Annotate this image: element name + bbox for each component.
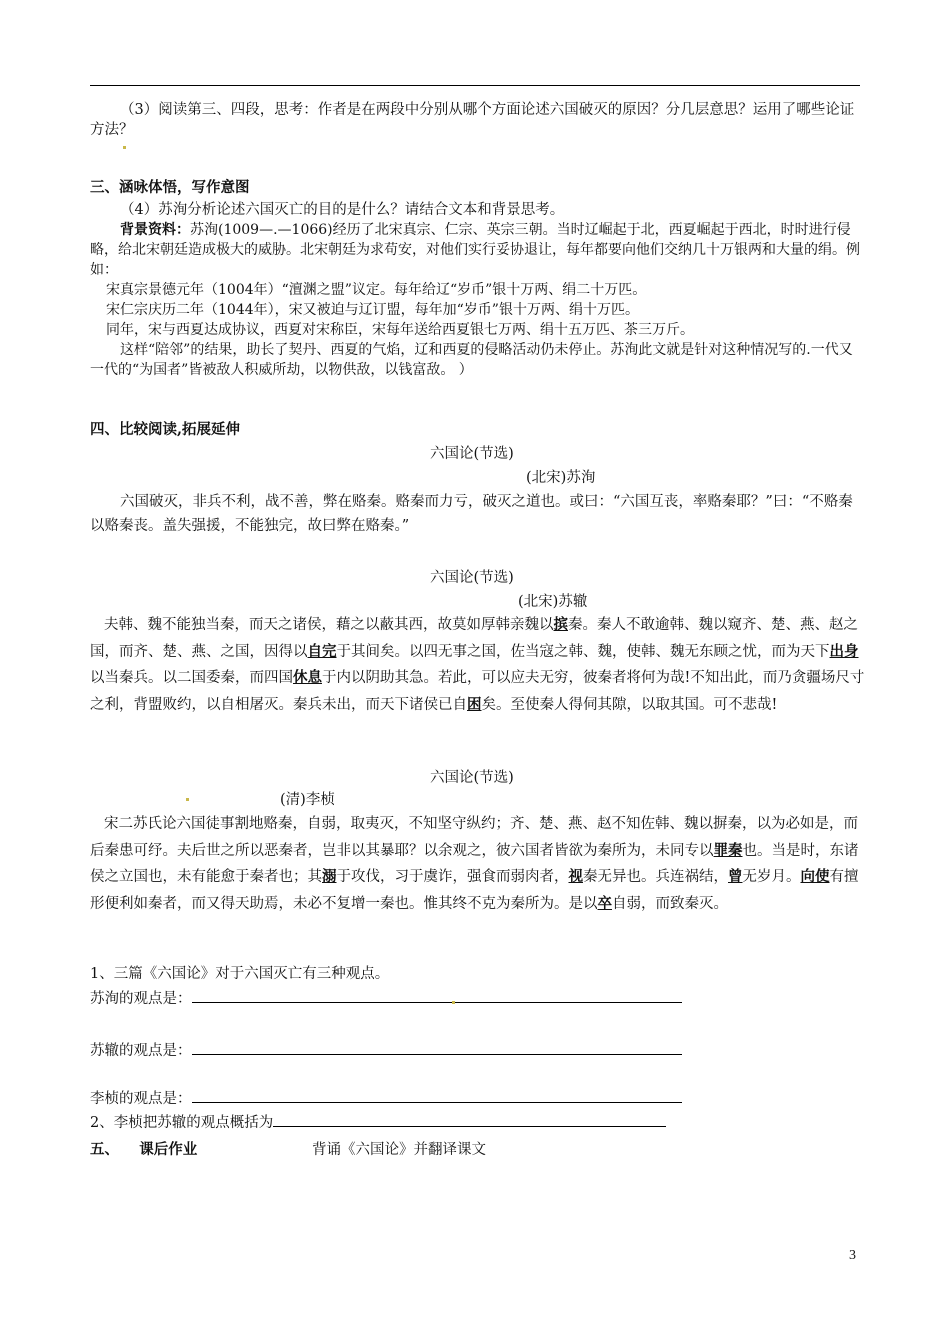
background-line-4: 这样“陪邻”的结果，助长了契丹、西夏的气焰，辽和西夏的侵略活动仍未停止。苏洵此文就是针对这种情况写的.一代又一代的“为国者”皆被敌人积威所劫，以物供敌，以钱富敌。 ） xyxy=(90,342,853,378)
text2-underline-word: 摈 xyxy=(553,616,568,633)
answer-blank-lizhen[interactable] xyxy=(192,1088,682,1103)
answer-line-lizhen xyxy=(90,1088,865,1109)
question-2 xyxy=(90,1112,865,1133)
text3-seg: 宋二苏氏论六国徒事割地赂秦，自弱，取夷灭，不知坚守纵约；齐、楚、燕、赵不知佐韩、魏以摒秦，以为必如是，而后秦患可纾。夫后世之所以恶秦者，岂非以其暴耶？以余观之，彼六国者皆欲为秦所为，未同专以 xyxy=(90,816,858,859)
text3-author: (清)李桢 xyxy=(280,792,335,808)
answer-line-suxun xyxy=(90,988,865,1009)
text3-seg: 也。当是时，东诸侯之立国也，未有能愈于秦者也；其 xyxy=(90,842,859,885)
background-intro xyxy=(90,220,865,280)
text3-underline-word: 卒 xyxy=(597,894,612,912)
text3-seg: 于攻伐，习于虞诈，强食而弱肉者， xyxy=(336,869,569,885)
label-lizhen: 李桢的观点是： xyxy=(90,1091,192,1107)
text2-seg: 以当秦兵。以二国委秦，而四国 xyxy=(90,670,293,686)
speck-mark xyxy=(186,798,189,801)
text2-title: 六国论(节选) xyxy=(430,570,514,586)
question-3: （3）阅读第三、四段，思考：作者是在两段中分别从哪个方面论述六国破灭的原因？分几层意思？运用了哪些论证方法？ xyxy=(90,102,855,138)
text2-seg: 秦。秦人不敢逾韩、魏以窥齐、楚、燕、赵之国，而齐、楚、燕、之国，因得以 xyxy=(90,617,858,660)
label-suzhe: 苏辙的观点是： xyxy=(90,1043,192,1059)
text3-seg: 秦无异也。兵连祸结， xyxy=(583,869,728,885)
question-2-label: 2、李桢把苏辙的观点概括为 xyxy=(90,1115,274,1131)
text2-seg: 矣。至使秦人得伺其隙，以取其国。可不悲哉! xyxy=(481,696,778,713)
text2-seg: 于内以阴助其急。若此，可以应夫无穷，彼秦者将何为哉!不知出此，而乃贪疆场尺寸之利，背盟败约，以自相屠灭。秦兵未出，而天下诸侯已自 xyxy=(90,670,865,713)
text3-seg: 有擅形便利如秦者，而又得天助焉，未必不复增一秦也。惟其终不克为秦所为。是以 xyxy=(90,869,859,912)
text3-underline-word: 曾 xyxy=(728,868,743,885)
text2-seg: 夫韩、魏不能独当秦，而天之诸侯，藉之以蔽其西，故莫如厚韩亲魏以 xyxy=(104,617,554,633)
answer-blank-suxun[interactable] xyxy=(192,988,682,1003)
background-line-3: 同年，宋与西夏达成协议，西夏对宋称臣，宋每年送给西夏银七万两、绢十五万匹、茶三万斤。 xyxy=(106,322,694,338)
text2-body xyxy=(90,612,865,718)
text3-underline-word: 溺 xyxy=(322,868,337,885)
section-5-title: 五、 课后作业 xyxy=(90,1141,198,1158)
text3-body xyxy=(90,812,865,917)
answer-blank-suzhe[interactable] xyxy=(192,1040,682,1055)
answer-blank-q2[interactable] xyxy=(273,1112,666,1127)
background-line-1: 宋真宗景德元年（1004年）“澶渊之盟”议定。每年给辽“岁币”银十万两、绢二十万匹。 xyxy=(106,282,647,298)
label-suxun: 苏洵的观点是： xyxy=(90,991,192,1007)
background-line-2: 宋仁宗庆历二年（1044年），宋又被迫与辽订盟，每年加“岁币”银十万两、绢十万匹。 xyxy=(106,302,639,318)
text3-title: 六国论(节选) xyxy=(430,770,514,786)
question-1: 1、三篇《六国论》对于六国灭亡有三种观点。 xyxy=(90,966,390,982)
text3-underline-word: 罪秦 xyxy=(713,841,743,859)
section-4-title: 四、比较阅读,拓展延伸 xyxy=(90,421,241,438)
speck-mark xyxy=(452,1001,455,1004)
text1-title: 六国论(节选) xyxy=(430,446,514,462)
homework-task: 背诵《六国论》并翻译课文 xyxy=(312,1142,486,1158)
text3-seg: 无岁月。 xyxy=(742,869,801,885)
header-rule xyxy=(90,85,860,86)
page-number: 3 xyxy=(849,1248,856,1263)
background-text: 苏洵(1009—.—1066)经历了北宋真宗、仁宗、英宗三朝。当时辽崛起于北，西夏崛起于西北，时时进行侵略，给北宋朝廷造成极大的威胁。北宋朝廷为求苟安，对他们实行妥协退让，每年都要向他们交纳几十万银两和大量的绢。例如： xyxy=(90,222,860,278)
text2-underline-word: 自完 xyxy=(307,642,337,660)
text2-author: (北宋)苏辙 xyxy=(518,594,588,610)
speck-mark xyxy=(123,146,126,149)
background-label: 背景资料： xyxy=(120,222,190,238)
text3-underline-word: 视 xyxy=(568,868,583,885)
text2-underline-word: 休息 xyxy=(293,669,322,686)
question-4: （4）苏洵分析论述六国灭亡的目的是什么？请结合文本和背景思考。 xyxy=(120,202,565,218)
text2-underline-word: 出身 xyxy=(829,642,859,660)
text2-underline-word: 困 xyxy=(467,695,482,713)
section-3-title: 三、涵咏体悟，写作意图 xyxy=(90,179,250,196)
text3-seg: 自弱，而致秦灭。 xyxy=(612,895,728,912)
answer-line-suzhe xyxy=(90,1040,865,1061)
text1-author: (北宋)苏洵 xyxy=(526,470,596,486)
text3-underline-word: 向使 xyxy=(800,868,830,885)
text1-body: 六国破灭，非兵不利，战不善，弊在赂秦。赂秦而力亏，破灭之道也。或曰：“六国互丧，率赂秦耶？”曰：“不赂秦以赂秦丧。盖失强援，不能独完，故曰弊在赂秦。” xyxy=(90,494,853,534)
text2-seg: 于其间矣。以四无事之国，佐当寇之韩、魏，使韩、魏无东顾之忧，而为天下 xyxy=(336,643,830,660)
